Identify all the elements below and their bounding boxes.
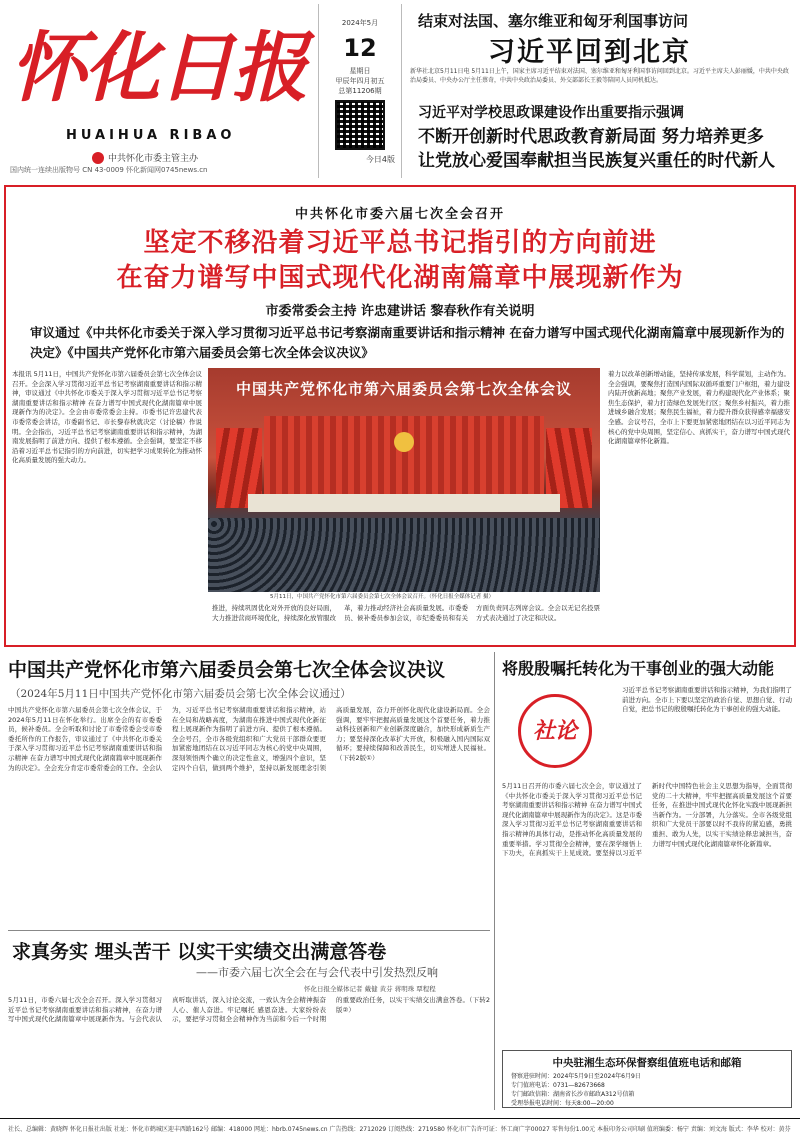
main-headline-line2[interactable]: 在奋力谱写中国式现代化湖南篇章中展现新作为 — [116, 263, 684, 293]
publisher-row — [92, 151, 198, 164]
resolution-body: 中国共产党怀化市第六届委员会第七次全体会议，于2024年5月11日在怀化举行。出席全会的有市委委员，候补委员。全会听取和讨论了市委常委会受市委委托所作的工作报告，审议通过了《中共怀化市委关于深入学习贯彻习近平总书记考察湖南重要讲话和指示精神 在奋力谱写中国式现代化湖南篇章中展现新作为的决定》。全会充分肯定市委常委会的工作。全会认为，习近平总书记考察湖南重要讲话和指示精神，站在全局和战略高度，为湖南在推进中国式现代化新征程上展现新作为指明了前进方向、提供了根本遵循。全会号召，全市各级党组织和广大党员干部群众要更加紧密地团结在以习近平同志为核心的党中央周围，深刻领悟两个确立的决定性意义，增强四个意识，坚定四个自信，做到两个维护，坚持以新发展理念引领高质量发展，奋力开创怀化现代化建设新局面。全会强调，要牢牢把握高质量发展这个首要任务，着力推动科技创新和产业创新深度融合，加快形成新质生产力；要坚持深化改革扩大开放，积极融入国内国际双循环；要持续保障和改善民生，切实增进人民福祉。（下转2版①） — [8, 706, 490, 772]
weekday: 星期日 — [349, 67, 371, 75]
editorial-body: 5月11日召开的市委六届七次全会，审议通过了《中共怀化市委关于深入学习贯彻习近平总书记考察湖南重要讲话和指示精神 在奋力谱写中国式现代化湖南篇章中展现新作为的决定》。这是市委深入学习贯彻习近平总书记考察湖南重要讲话和指示精神的具体行动，是推动怀化高质量发展的重要举措。学习贯彻全会精神，要在深学细悟上下功夫，在真抓实干上见成效。要坚持以习近平新时代中国特色社会主义思想为指导，全面贯彻党的二十大精神，牢牢把握高质量发展这个首要任务，在推进中国式现代化怀化实践中展现新担当新作为。一分部署，九分落实。全市各级党组织和广大党员干部要以时不我待的紧迫感，勇挑重担、敢为人先，以实干实绩诠释忠诚担当，奋力谱写中国式现代化湖南篇章怀化新篇章。 — [502, 782, 792, 858]
resolution-subtitle: （2024年5月11日中国共产党怀化市第六届委员会第七次全体会议通过） — [10, 688, 351, 700]
photo-caption: 5月11日，中国共产党怀化市第六届委员会第七次全体会议召开。（怀化日报全媒体记者 摄） — [270, 594, 494, 600]
second-headline-line1[interactable]: 不断开创新时代思政教育新局面 努力培养更多 — [418, 127, 764, 147]
meeting-photo[interactable] — [208, 368, 600, 592]
lead-body: 新华社北京5月11日电 5月11日上午，国家主席习近平结束对法国、塞尔维亚和匈牙利国事访问回到北京。习近平主席夫人彭丽媛，中共中央政治局委员、中央办公厅主任蔡奇，中共中央政治局委员、外交部部长王毅等陪同人员同机抵达。 — [410, 68, 789, 84]
main-kicker: 中共怀化市委六届七次全会召开 — [294, 207, 505, 222]
party-emblem-icon — [394, 432, 414, 452]
logo-pinyin: HUAIHUA RIBAO — [66, 128, 236, 143]
date-lines — [319, 66, 401, 96]
notice-lines — [511, 1072, 783, 1108]
notice-line: 专门邮政信箱：湖南省长沙市邮政A312号信箱 — [511, 1091, 635, 1098]
date-month: 2024年5月 — [341, 19, 379, 27]
main-deck: 审议通过《中共怀化市委关于深入学习贯彻习近平总书记考察湖南重要讲话和指示精神 在奋力谱写中国式现代化湖南篇章中展现新作为的决定》《中国共产党怀化市第六届委员会第七次全体会议决议》 — [30, 325, 785, 360]
date-day: 12 — [343, 34, 377, 62]
main-body-right: 着力以改革创新增动能，坚持传承发展，科学谋划，主动作为。全会强调，要聚焦打造国内国际双循环重要门户枢纽，着力建设内陆开放新高地；聚焦产业发展，着力构建现代化产业体系；聚焦生态保护，着力打造绿色发展先行区；聚焦乡村振兴，着力推进城乡融合发展；聚焦民生福祉，着力提升群众获得感幸福感安全感。会议号召，全市上下要更加紧密地团结在以习近平同志为核心的党中央周围，坚定信心、真抓实干，奋力谱写中国式现代化湖南篇章怀化新篇。 — [608, 370, 790, 446]
date-box — [318, 4, 402, 178]
main-body-under-photo: 推进，持续巩固优化对外开放的良好局面，大力推进营商环境优化，持续深化放管服改革，着力推动经济社会高质量发展。市委委员、候补委员参加会议，市纪委委员和有关方面负责同志列席会议。全会以无记名投票方式表决通过了决定和决议。 — [212, 604, 600, 622]
resolution-headline[interactable]: 中国共产党怀化市第六届委员会第七次全体会议决议 — [8, 659, 446, 681]
lunar-date: 甲辰年四月初五 — [335, 77, 385, 85]
notice-line: 专门值班电话：0731—82673668 — [511, 1082, 605, 1089]
qiuzhen-byline: 怀化日报全媒体记者 戴健 黄芬 蒋明珠 覃程程 — [304, 985, 436, 993]
audience — [208, 518, 600, 592]
lead-kicker: 结束对法国、塞尔维亚和匈牙利国事访问 — [418, 12, 689, 30]
qiuzhen-body: 5月11日，市委六届七次全会召开。深入学习贯彻习近平总书记考察湖南重要讲话和指示精神，在奋力谱写中国式现代化湖南篇章中展现新作为。与会代表认真听取讲话，深入讨论交流，一致认为全会精神振奋人心、催人奋进。牢记嘱托 感恩奋进。大家纷纷表示，要把学习贯彻全会精神作为当前和今后一个时期的重要政治任务，以实干实绩交出满意答卷。（下转2版②） — [8, 996, 490, 1024]
editorial-intro: 习近平总书记考察湖南重要讲话和指示精神，为我们指明了前进方向。全市上下要以坚定的政治自觉、思想自觉、行动自觉，把总书记的殷殷嘱托转化为干事创业的强大动能。 — [622, 686, 792, 714]
issue-number: 总第11206期 — [338, 87, 382, 95]
publisher-text: 中共怀化市委主管主办 — [108, 154, 199, 164]
second-kicker: 习近平对学校思政课建设作出重要指示强调 — [418, 105, 684, 121]
page-count: 今日4版 — [365, 155, 395, 164]
footer-imprint: 社长、总编辑：黄晓辉 怀化日报社出版 社址：怀化市鹤城区迎丰西路162号 邮编：418000 网址：hbrb.0745news.cn 广告热线：2712029 订阅热线：2719580 怀化市广告许可证：怀工商广字00027 零售每份1.00元 本报印务公司印刷 值班编委：杨宁 责编：刘文海 版式：李华 校对：黄芬 — [0, 1118, 800, 1147]
lead-headline[interactable]: 习近平回到北京 — [488, 37, 691, 68]
issn-info: 国内统一连续出版物号 CN 43-0009 怀化新闻网0745news.cn — [10, 166, 208, 174]
editorial-badge — [504, 684, 616, 780]
main-subtitle: 市委常委会主持 许忠建讲话 黎春秋作有关说明 — [265, 304, 535, 319]
stage-curtain — [264, 416, 544, 494]
editorial-headline[interactable]: 将殷殷嘱托转化为干事创业的强大动能 — [502, 659, 775, 678]
second-headline-line2[interactable]: 让党放心爱国奉献担当民族复兴重任的时代新人 — [418, 151, 775, 171]
notice-line: 受理举报电话时间：每天8:00—20:00 — [511, 1100, 614, 1107]
qiuzhen-headline[interactable]: 求真务实 埋头苦干 以实干实绩交出满意答卷 — [12, 941, 387, 963]
qiuzhen-subtitle: ——市委六届七次全会在与会代表中引发热烈反响 — [196, 966, 438, 979]
main-headline-line1[interactable]: 坚定不移沿着习近平总书记指引的方向前进 — [143, 228, 657, 258]
presidium-table — [248, 494, 560, 512]
hotline-notice — [502, 1050, 792, 1108]
main-body-left: 本报讯 5月11日，中国共产党怀化市第六届委员会第七次全体会议召开。全会深入学习贯彻习近平总书记考察湖南重要讲话和指示精神，审议通过《中共怀化市委关于深入学习贯彻习近平总书记考察湖南重要讲话和指示精神 在奋力谱写中国式现代化湖南篇章中展现新作为的决定》。全会由市委常委会主持。市委书记许忠建代表市委常委会讲话，市委副书记、市长黎春秋就决定（讨论稿）作说明。全会指出，习近平总书记考察湖南重要讲话和指示精神，为湖南发展指明了前进方向、提供了根本遵循。全会强调，要坚定不移沿着习近平总书记指引的方向前进，切实把学习成果转化为推动怀化高质量发展的强大动力。 — [12, 370, 202, 465]
notice-line: 督察进驻时间：2024年5月9日至2024年6月9日 — [511, 1073, 641, 1080]
column-divider — [494, 652, 495, 1110]
badge-label: 社论 — [532, 718, 577, 744]
notice-title: 中央驻湘生态环保督察组值班电话和邮箱 — [552, 1057, 742, 1069]
party-emblem-icon — [92, 152, 104, 164]
section-divider — [8, 930, 490, 931]
newspaper-logo: 怀化日报 — [10, 23, 306, 112]
qr-code-icon[interactable] — [335, 100, 385, 150]
photo-banner: 中国共产党怀化市第六届委员会第七次全体会议 — [235, 380, 572, 398]
